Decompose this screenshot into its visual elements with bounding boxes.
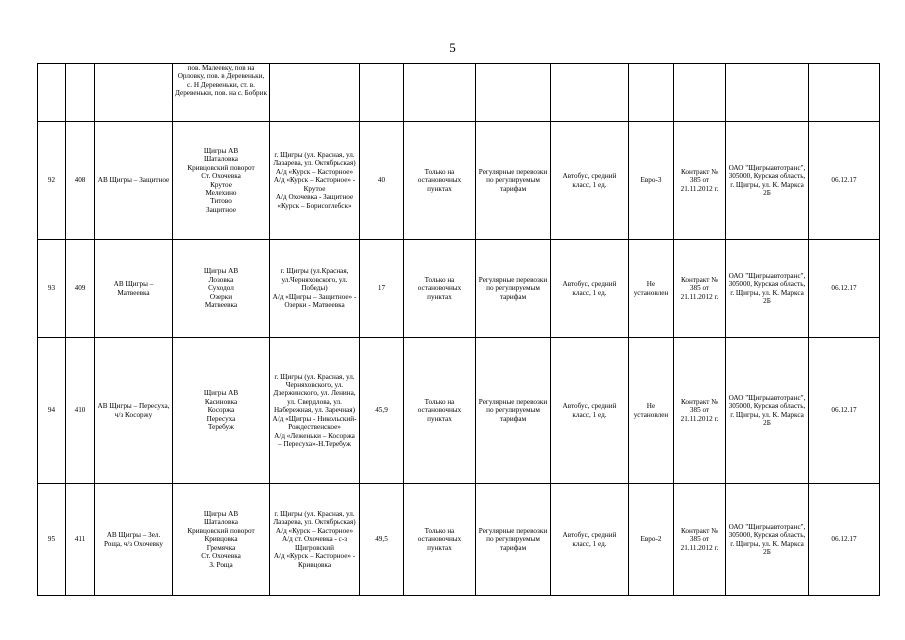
cell-contract xyxy=(674,64,726,122)
cell-contract: Контракт № 385 от 21.11.2012 г. xyxy=(674,338,726,484)
cell-length: 17 xyxy=(360,240,404,338)
cell-order: Только на остановочных пунктах xyxy=(404,122,476,240)
cell-carrier: ОАО "Щигрыавтотранс", 305000, Курская область, г. Щигры, ул. К. Маркса 2Б xyxy=(726,338,809,484)
cell-type: Регулярные перевозки по регулируемым тарифам xyxy=(476,484,551,596)
cell-eco: Не установлен xyxy=(629,338,674,484)
cell-stops: Щигры АВ Касиновка Косоржа Пересуха Теребуж xyxy=(173,338,270,484)
cell-date xyxy=(809,64,880,122)
cell-order: Только на остановочных пунктах xyxy=(404,240,476,338)
cell-carrier: ОАО "Щигрыавтотранс", 305000, Курская область, г. Щигры, ул. К. Маркса 2Б xyxy=(726,484,809,596)
cell-length: 49,5 xyxy=(360,484,404,596)
cell-name: АВ Щигры – Защитное xyxy=(95,122,173,240)
cell-eco: Евро-2 xyxy=(629,484,674,596)
cell-carrier: ОАО "Щигрыавтотранс", 305000, Курская область, г. Щигры, ул. К. Маркса 2Б xyxy=(726,240,809,338)
cell-bus xyxy=(551,64,629,122)
cell-num: 94 xyxy=(38,338,66,484)
cell-contract: Контракт № 385 от 21.11.2012 г. xyxy=(674,484,726,596)
cell-name: АВ Щигры – Матвеевка xyxy=(95,240,173,338)
cell-name xyxy=(95,64,173,122)
cell-bus: Автобус, средний класс, 1 ед. xyxy=(551,484,629,596)
cell-num: 93 xyxy=(38,240,66,338)
cell-type: Регулярные перевозки по регулируемым тарифам xyxy=(476,338,551,484)
routes-table xyxy=(37,63,880,596)
cell-order: Только на остановочных пунктах xyxy=(404,338,476,484)
cell-reg: 411 xyxy=(66,484,95,596)
cell-date: 06.12.17 xyxy=(809,338,880,484)
cell-streets: г. Щигры (ул. Красная, ул. Лазарева, ул. Октябрьская) А/д «Курск – Касторное» А/д ст. Охочевка - с-з Щигровский А/д «Курск – Касторное» - Кривцовка xyxy=(270,484,360,596)
cell-reg: 408 xyxy=(66,122,95,240)
cell-eco: Евро-3 xyxy=(629,122,674,240)
cell-carrier: ОАО "Щигрыавтотранс", 305000, Курская область, г. Щигры, ул. К. Маркса 2Б xyxy=(726,122,809,240)
cell-length: 40 xyxy=(360,122,404,240)
cell-reg: 410 xyxy=(66,338,95,484)
cell-num: 92 xyxy=(38,122,66,240)
cell-reg: 409 xyxy=(66,240,95,338)
cell-bus: Автобус, средний класс, 1 ед. xyxy=(551,338,629,484)
cell-bus: Автобус, средний класс, 1 ед. xyxy=(551,240,629,338)
cell-length xyxy=(360,64,404,122)
table-row xyxy=(38,240,880,338)
cell-contract: Контракт № 385 от 21.11.2012 г. xyxy=(674,122,726,240)
cell-date: 06.12.17 xyxy=(809,484,880,596)
cell-contract: Контракт № 385 от 21.11.2012 г. xyxy=(674,240,726,338)
cell-order xyxy=(404,64,476,122)
table-row xyxy=(38,122,880,240)
cell-date: 06.12.17 xyxy=(809,122,880,240)
cell-name: АВ Щигры – Пересуха, ч/з Косоржу xyxy=(95,338,173,484)
cell-reg xyxy=(66,64,95,122)
cell-stops: пов. Малеевку, пов на Орловку, пов. в Деревеньки, с. Н Деревеньки, ст. в. Деревеньки, пов. на с. Бобрик xyxy=(173,64,270,122)
cell-streets: г. Щигры (ул. Красная, ул. Лазарева, ул. Октябрьская) А/д «Курск – Касторное» А/д «Курск – Касторное» - Крутое А/д Охочевка - Защитное «Курск – Борисоглебск» xyxy=(270,122,360,240)
cell-streets: г. Щигры (ул.Красная, ул.Черняховского, ул. Победы) А/д «Щигры – Защитное» - Озерки - Матвеевка xyxy=(270,240,360,338)
cell-type xyxy=(476,64,551,122)
cell-streets xyxy=(270,64,360,122)
cell-num xyxy=(38,64,66,122)
cell-name: АВ Щигры – Зел. Роща, ч/з Охочевку xyxy=(95,484,173,596)
table-row xyxy=(38,484,880,596)
cell-eco: Не установлен xyxy=(629,240,674,338)
cell-carrier xyxy=(726,64,809,122)
cell-date: 06.12.17 xyxy=(809,240,880,338)
cell-bus: Автобус, средний класс, 1 ед. xyxy=(551,122,629,240)
cell-eco xyxy=(629,64,674,122)
cell-num: 95 xyxy=(38,484,66,596)
cell-type: Регулярные перевозки по регулируемым тарифам xyxy=(476,240,551,338)
cell-length: 45,9 xyxy=(360,338,404,484)
table-row xyxy=(38,64,880,122)
page-number: 5 xyxy=(449,40,456,55)
cell-stops: Щигры АВ Лозовка Суходол Озерки Матвеевка xyxy=(173,240,270,338)
cell-stops: Щигры АВ Шаталовка Кривцовский поворот Кривцовка Гремячка Ст. Охочевка З. Роща xyxy=(173,484,270,596)
cell-stops: Щигры АВ Шаталовка Кривцовский поворот Ст. Охочевка Крутое Мелехино Титово Защитное xyxy=(173,122,270,240)
cell-order: Только на остановочных пунктах xyxy=(404,484,476,596)
cell-streets: г. Щигры (ул. Красная, ул. Черняховского, ул. Дзержинского, ул. Ленина, ул. Свердлова, ул. Набережная, ул. Заречная) А/д «Щигры - Никольский-Рождественское» А/д «Леженьки – Косоржа – Пересуха»-Н.Теребуж xyxy=(270,338,360,484)
cell-type: Регулярные перевозки по регулируемым тарифам xyxy=(476,122,551,240)
table-row xyxy=(38,338,880,484)
